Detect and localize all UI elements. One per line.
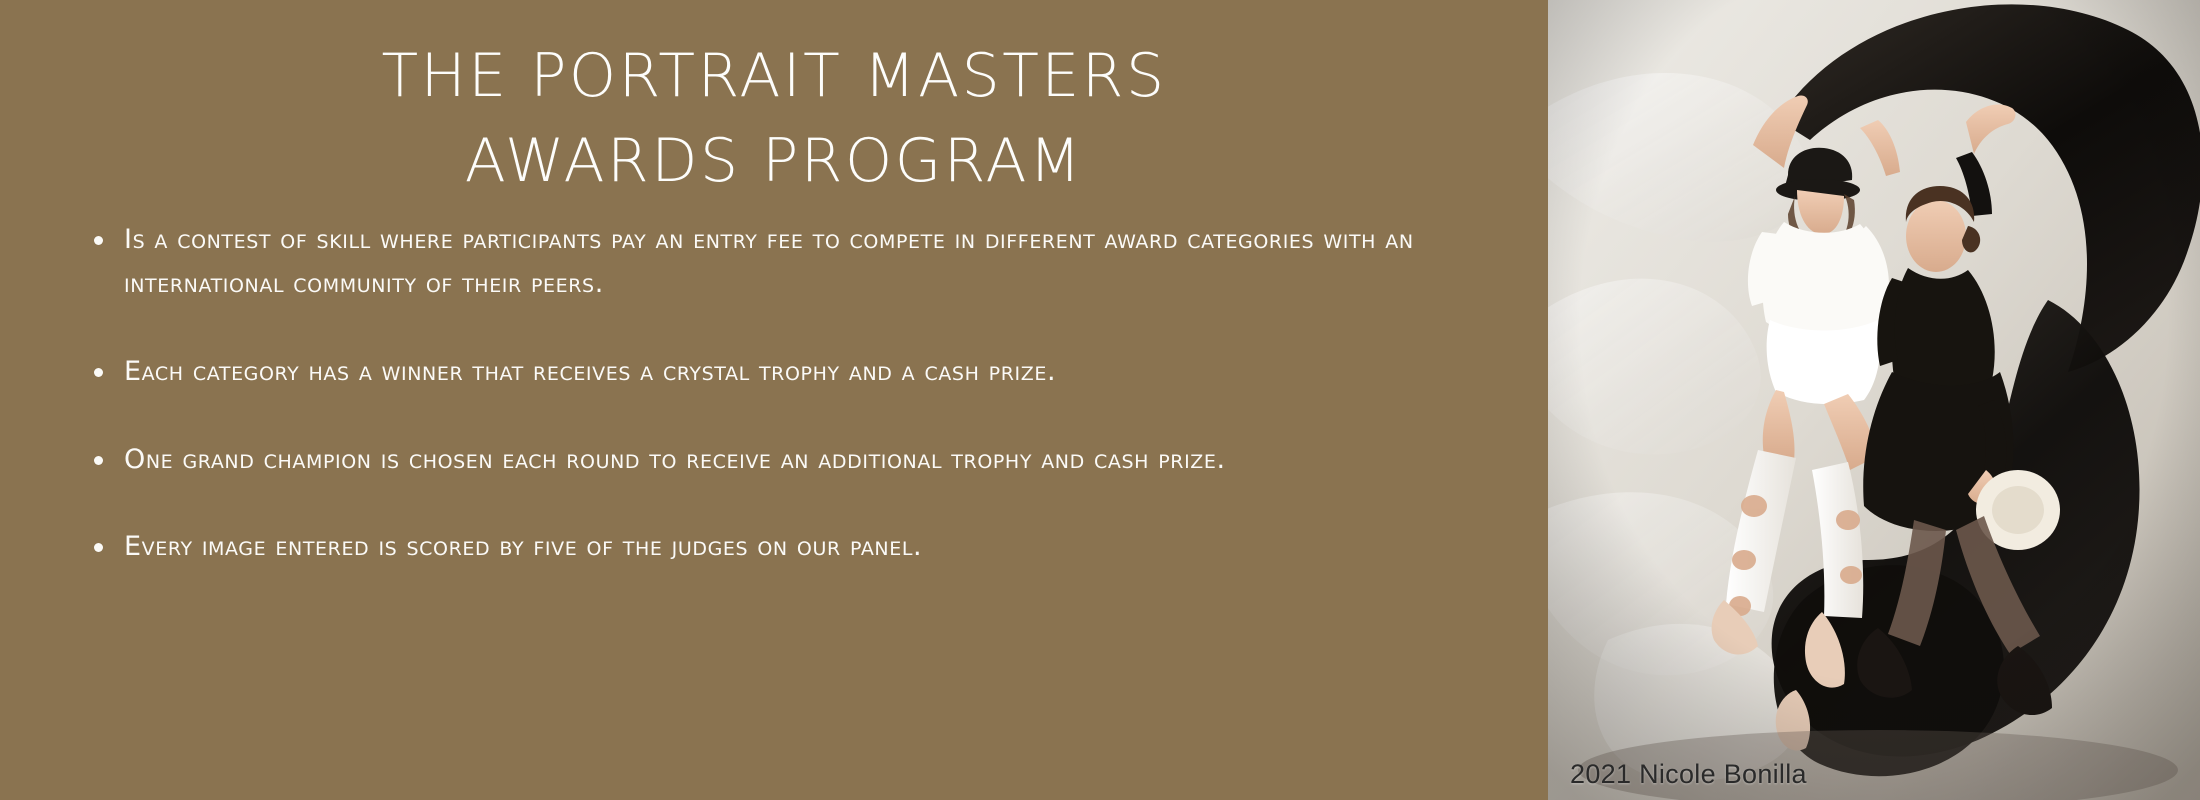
- list-item: [88, 218, 1488, 305]
- list-item-text: One grand champion is chosen each round to receive an additional trophy and cash prize.: [124, 443, 1226, 475]
- list-item-text: Each category has a winner that receives a crystal trophy and a cash prize.: [124, 355, 1057, 387]
- dancers-photograph: [1548, 0, 2200, 800]
- list-item-text: Every image entered is scored by five of the judges on our panel.: [124, 531, 923, 563]
- list-item: [88, 438, 1488, 482]
- list-item-text: Is a contest of skill where participants pay an entry fee to compete in different award categories with an international community of their peers.: [124, 224, 1414, 300]
- bullet-dot-icon: [94, 543, 103, 552]
- title-line-1: THE PORTRAIT MASTERS: [381, 41, 1167, 111]
- title-line-2: AWARDS PROGRAM: [464, 126, 1084, 197]
- list-item: [88, 350, 1488, 394]
- bullet-list: [0, 218, 1548, 569]
- bullet-dot-icon: [94, 236, 103, 245]
- bullet-dot-icon: [94, 368, 103, 377]
- photo-panel: [1548, 0, 2200, 800]
- list-item: [88, 525, 1488, 569]
- title-block: [0, 0, 1548, 204]
- bullet-dot-icon: [94, 456, 103, 465]
- dancers-photograph-svg: [1548, 0, 2200, 800]
- photo-credit: 2021 Nicole Bonilla: [1570, 759, 1807, 789]
